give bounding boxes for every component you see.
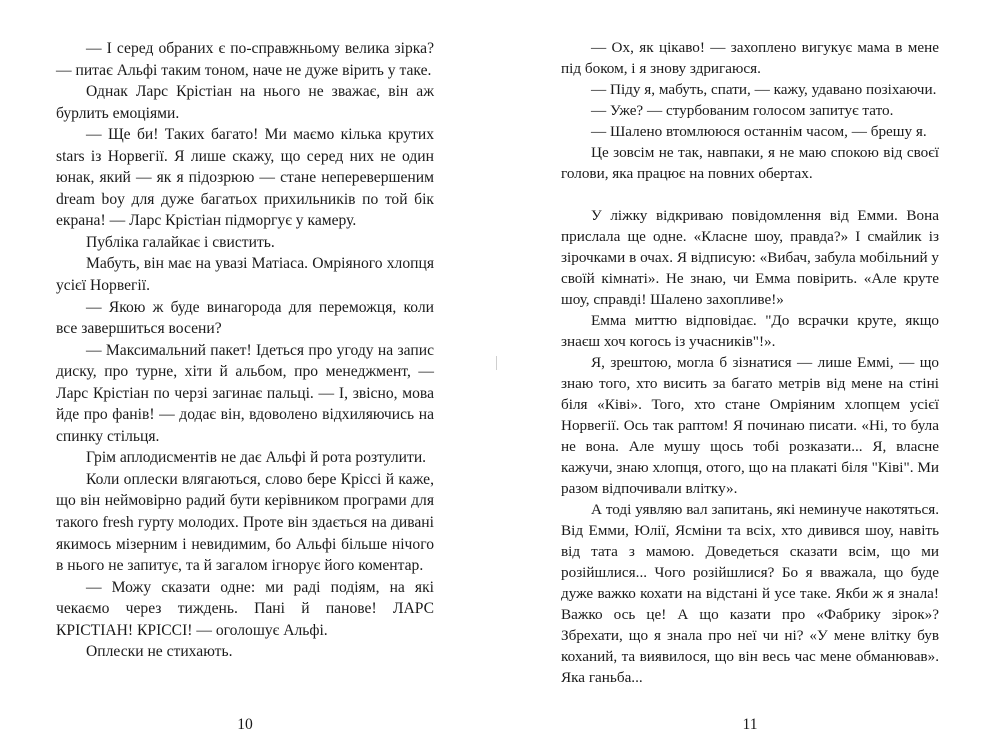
page-number-right: 11 [742,716,758,733]
paragraph: У ліжку відкриваю повідомлення від Емми. Вона прислала ще одне. «Класне шоу, правда?» І смайлик із зірочками в очах. Я відписую: «Вибач, забула мобільний у своїй кімнаті». Не знаю, чи Емма повірить. «Але круте шоу, справді! Шалено захопливе!» [561,206,939,308]
paragraph: — Піду я, мабуть, спати, — кажу, удавано позіхаючи. [591,80,937,98]
paragraph: — Максимальний пакет! Ідеться про угоду на запис диску, про турне, хіти й альбом, про менеджмент, — Ларс Крістіан по черзі загинає пальці. — І, звісно, мова йде про фанів! — додає він, вдоволено відхиляючись на спинку стільця. [56,341,434,445]
paragraph: — Ще би! Таких багато! Ми маємо кілька крутих stars із Норвегії. Я лише скажу, що серед них не один юнак, який — як я підозрюю — стане неперевершеним dream boy для дуже багатьох прихильників по той бік екрана! — Ларс Крістіан підморгує у камеру. [56,126,434,230]
paragraph: — І серед обраних є по-справжньому велика зірка? — питає Альфі таким тоном, наче не дуже вірить у таке. [56,40,434,79]
paragraph: — Можу сказати одне: ми раді подіям, на які чекаємо через тиждень. Пані й панове! ЛАРС КРІСТІАН! КРІССІ! — оголошує Альфі. [56,578,434,639]
paragraph: Це зовсім не так, навпаки, я не маю спокою від своєї голови, яка працює на повних обертах. [561,143,939,182]
paragraph: — Шалено втомлююся останнім часом, — брешу я. [591,122,927,140]
paragraph: — Уже? — стурбованим голосом запитує тато. [591,101,894,119]
paragraph: Коли оплески влягаються, слово бере Кріссі й каже, що він неймовірно радий бути керівником програми для такого fresh гурту молодих. Проте він здається на дивані якимось мізерним і невидимим, бо Альфі більше нічого в нього не запитує, та й загалом ігнорує його коментар. [56,470,434,575]
paragraph: — Ох, як цікаво! — захоплено вигукує мама в мене під боком, і я знову здригаюся. [561,39,939,77]
page-number-left: 10 [237,716,253,733]
paragraph: А тоді уявляю вал запитань, які неминуче накотяться. Від Емми, Юлії, Ясміни та всіх, хто дивився шоу, навіть від тата з мамою. Доведеться сказати всім, що ми розійшлися... Чого розійшлися? Бо я вважала, що буде дуже важко кохати на відстані й усе таке. Якби ж я знала! Важко ось це! А що казати про «Фабрику зірок»? Збрехати, що я знала про неї чи ні? «У мене влітку був коханий, та виявилося, що він весь час мене обманював». Яка ганьба... [561,500,939,686]
paragraph: Емма миттю відповідає. "До всрачки круте, якщо знаєш хоч когось із учасників"!». [561,311,939,350]
gutter-mark [496,356,497,370]
paragraph: Оплески не стихають. [86,643,233,661]
paragraph: Я, зрештою, могла б зізнатися — лише Еммі, — що знаю того, хто висить за багато метрів від мене на стіні біля «Ківі». Того, хто стане Омріяним хлопцем усієї Норвегії. Ось так раптом! Я починаю писати. «Ні, то була не вона. Але мушу щось тобі розказати... Я, власне кажучи, знаю хлопця, отого, що на плакаті біля "Ківі". Ми разом відпочивали влітку». [561,353,939,497]
paragraph: Мабуть, він має на увазі Матіаса. Омріяного хлопця усієї Норвегії. [56,255,434,295]
paragraph: Грім аплодисментів не дає Альфі й рота розтулити. [86,449,427,467]
paragraph: Публіка галайкає і свистить. [86,233,275,251]
left-page [56,38,434,663]
paragraph: Однак Ларс Крістіан на нього не зважає, він аж бурлить емоціями. [56,83,434,122]
right-page [561,38,939,689]
paragraph: — Якою ж буде винагорода для переможця, коли все завершиться восени? [56,298,434,338]
